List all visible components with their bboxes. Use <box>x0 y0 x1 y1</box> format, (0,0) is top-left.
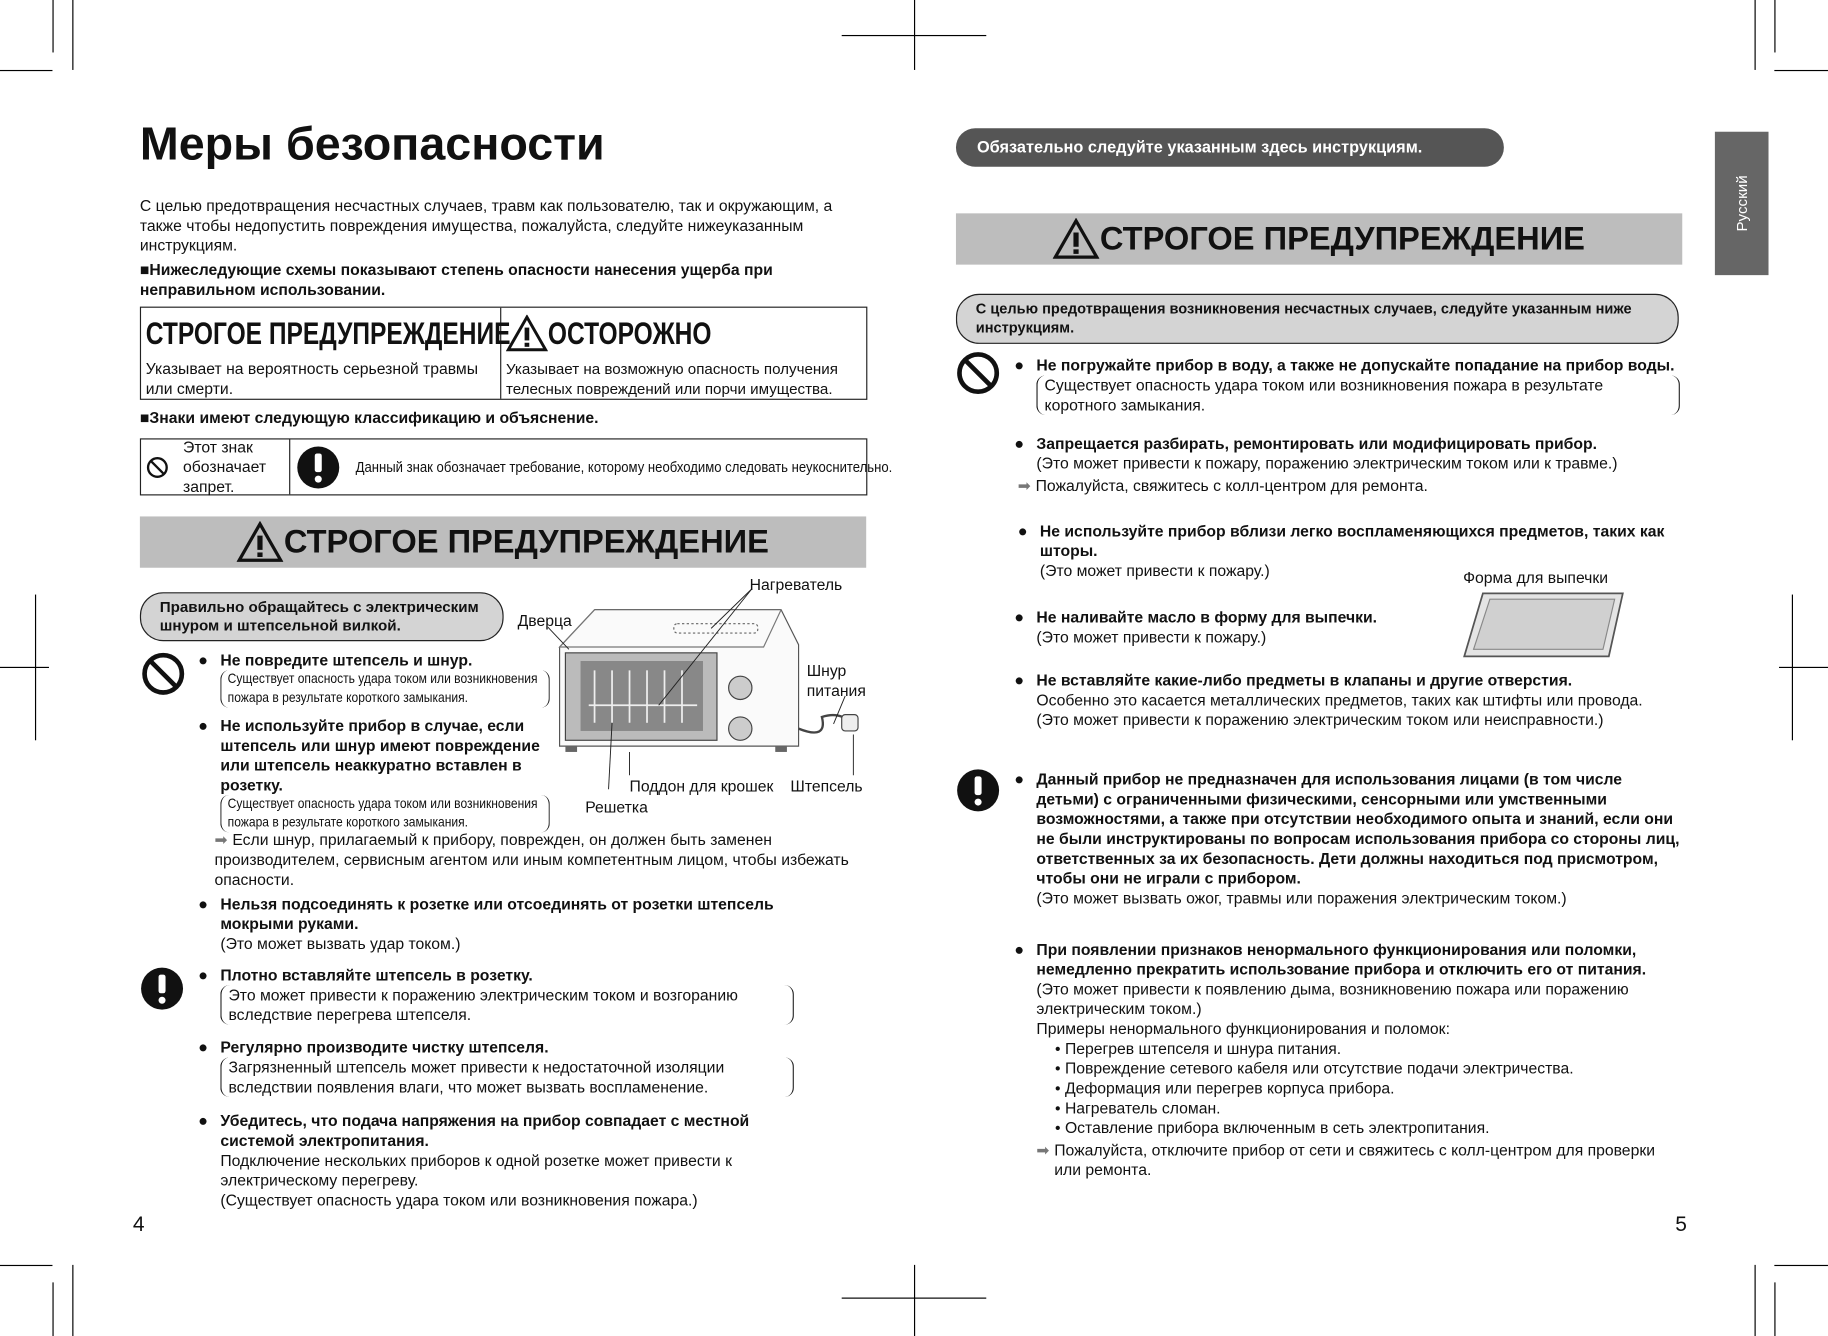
item-note: (Это может привести к поражению электрическим током или неисправности.) <box>1036 711 1604 729</box>
item-heading: ● Убедитесь, что подача напряжения на прибор совпадает с местной системой электропитания. <box>220 1111 815 1151</box>
prohibition-icon <box>955 350 1002 397</box>
warning-triangle-icon <box>506 315 548 352</box>
intro-text: С целью предотвращения несчастных случаев, травм как пользователю, так и окружающим, а также чтобы недопустить повреждения имущества, пожалуйста, следуйте нижеуказанным инструкциям. <box>139 197 833 255</box>
prevention-pill: С целью предотвращения возникновения несчастных случаев, следуйте указанным ниже инструкциям. <box>956 294 1679 344</box>
crop-mark <box>914 1265 915 1336</box>
item-heading: ● Не погружайте прибор в воду, а также не допускайте попадание на прибор воды. <box>1036 356 1689 376</box>
item-note: Загрязненный штепсель может привести к недостаточной изоляции вследствии появления влаги, что может вызвать воспламенение. <box>220 1057 794 1097</box>
examples-title: Примеры ненормального функционирования и поломок: <box>1036 1020 1450 1038</box>
example-text: Повреждение сетевого кабеля или отсутствие подачи электричества. <box>1064 1059 1574 1078</box>
example-item: • Перегрев штепселя и шнура питания. <box>1055 1039 1342 1058</box>
signs-table <box>140 438 893 496</box>
schemes-heading: ■Нижеследующие схемы показывают степень опасности нанесения ущерба при неправильном использовании. <box>139 261 773 299</box>
example-text: Оставление прибора включенным в сеть электропитания. <box>1064 1119 1490 1137</box>
prohibition-icon <box>140 651 187 698</box>
warning-banner <box>956 213 1682 264</box>
item-heading: ● Не наливайте масло в форму для выпечки. <box>1036 607 1456 627</box>
follow-instructions-pill: Обязательно следуйте указанным здесь инструкциям. <box>956 128 1504 166</box>
examples-list <box>1036 1039 1684 1138</box>
item-heading: ● Не вставляйте какие-либо предметы в клапаны и другие отверстия. <box>1036 670 1689 690</box>
level-caution <box>501 308 866 399</box>
language-tab-label: Русский <box>1732 175 1751 232</box>
arrow-text: Пожалуйста, свяжитесь с колл-центром для ремонта. <box>1035 476 1428 495</box>
arrow-icon: ➡ <box>214 831 228 849</box>
example-item: • Деформация или перегрев корпуса прибора. <box>1055 1079 1395 1098</box>
crop-mark <box>72 0 73 70</box>
label-tray: Поддон для крошек <box>629 777 774 796</box>
crop-mark <box>0 1265 52 1266</box>
sign-prohibition <box>141 440 290 495</box>
page-title: Меры безопасности <box>139 118 605 171</box>
list-item <box>220 1111 815 1210</box>
banner-title: СТРОГОЕ ПРЕДУПРЕЖДЕНИЕ <box>283 523 769 560</box>
item-note: (Это может вызвать удар током.) <box>220 934 461 953</box>
crop-mark <box>1774 1265 1828 1266</box>
baking-tray-illustration <box>1460 589 1629 661</box>
baking-tray-label: Форма для выпечки <box>1463 568 1609 587</box>
list-item <box>220 894 850 953</box>
item-note: Подключение нескольких приборов к одной розетке может привести к электрическому перегреву. <box>220 1151 732 1190</box>
list-item <box>220 716 558 833</box>
list-item <box>220 651 558 708</box>
crop-mark <box>0 667 49 668</box>
item-heading: ● Запрещается разбирать, ремонтировать или модифицировать прибор. <box>1036 434 1689 454</box>
crop-mark <box>52 0 53 52</box>
crop-mark <box>52 1282 53 1336</box>
item-note: (Существует опасность удара током или возникновения пожара.) <box>220 1191 698 1209</box>
arrow-text: Если шнур, прилагаемый к прибору, поврежден, он должен быть заменен производителем, сервисным агентом или иным компетентным лицом, чтобы избежать опасности. <box>214 831 849 889</box>
warning-banner <box>140 516 866 567</box>
arrow-icon: ➡ <box>1017 476 1031 495</box>
item-note: Это может привести к поражению электрическим током и возгоранию вследствие перегрева штепселя. <box>220 985 794 1025</box>
item-heading: ● При появлении признаков ненормального функционирования или поломки, немедленно прекратить использование прибора и отключить его от питания. <box>1036 940 1684 980</box>
item-heading: ● Данный прибор не предназначен для использования лицами (в том числе детьми) с ограниченными физическими, сенсорными или умственными возможностями, а также при отсутствии необходимого опыта и знаний, если они не были инструктированы по вопросам использования прибора со стороны лиц, ответственных за их безопасность. Дети должны находиться под присмотром, чтобы они не играли с прибором. <box>1036 769 1684 888</box>
crop-mark <box>1774 1282 1775 1336</box>
item-heading: ● Нельзя подсоединять к розетке или отсоединять от розетки штепсель мокрыми руками. <box>220 894 850 934</box>
label-door: Дверца <box>517 612 572 630</box>
mandatory-icon <box>139 965 186 1012</box>
crop-mark <box>1774 70 1828 71</box>
list-item <box>1036 607 1456 647</box>
banner-title: СТРОГОЕ ПРЕДУПРЕЖДЕНИЕ <box>1099 220 1585 257</box>
language-tab[interactable] <box>1715 132 1769 275</box>
example-text: Перегрев штепселя и шнура питания. <box>1064 1039 1342 1058</box>
list-item <box>1036 670 1689 729</box>
signs-heading: ■Знаки имеют следующую классификацию и объяснение. <box>139 409 599 427</box>
item-note: Существует опасность удара током или возникновения пожара в результате короткого замыкания. <box>220 670 549 707</box>
example-text: Нагреватель сломан. <box>1064 1099 1221 1117</box>
item-heading: ● Не используйте прибор вблизи легко воспламеняющихся предметов, таких как шторы. <box>1040 521 1687 561</box>
item-note: (Это может привести к пожару, поражению электрическим током или к травме.) <box>1036 454 1618 473</box>
warning-triangle-icon <box>237 521 284 563</box>
arrow-note <box>1036 1140 1684 1180</box>
item-note: (Это может привести к пожару.) <box>1036 628 1267 646</box>
crop-mark <box>1774 0 1775 52</box>
label-heater: Нагреватель <box>749 575 843 594</box>
sign-desc: Данный знак обозначает требование, которому необходимо следовать неукоснительно. <box>355 458 893 476</box>
example-text: Деформация или перегрев корпуса прибора. <box>1064 1079 1395 1098</box>
arrow-text: Пожалуйста, отключите прибор от сети и свяжитесь с колл-центром для проверки или ремонта. <box>1054 1141 1655 1179</box>
level-desc: Указывает на вероятность серьезной травмы или смерти. <box>145 360 479 398</box>
list-item <box>1017 434 1689 496</box>
level-warning <box>141 308 511 399</box>
prohibition-icon <box>146 444 169 491</box>
mandatory-icon <box>955 767 1002 814</box>
arrow-note <box>215 830 880 889</box>
label-cord: Шнур питания <box>806 662 866 700</box>
level-title: СТРОГОЕ ПРЕДУПРЕЖДЕНИЕ <box>145 315 511 351</box>
item-note: (Это может привести к появлению дыма, возникновению пожара или поражению электрическим током.) <box>1036 980 1629 1018</box>
label-plug: Штепсель <box>790 777 863 796</box>
arrow-icon: ➡ <box>1036 1141 1050 1159</box>
item-note: Существует опасность удара током или возникновения пожара в результате короткого замыкания. <box>220 795 549 832</box>
item-note: Существует опасность удара током или возникновения пожара в результате коротного замыкания. <box>1036 375 1680 415</box>
example-item: • Повреждение сетевого кабеля или отсутствие подачи электричества. <box>1055 1059 1574 1078</box>
mandatory-icon <box>295 444 342 491</box>
item-heading: ● Плотно вставляйте штепсель в розетку. <box>220 965 803 985</box>
page-number: 4 <box>132 1212 145 1236</box>
cord-handling-pill: Правильно обращайтесь с электрическим шнуром и штепсельной вилкой. <box>140 592 504 641</box>
level-desc: Указывает на возможную опасность получения телесных повреждений или порчи имущества. <box>505 360 838 398</box>
crop-mark <box>72 1265 73 1336</box>
warning-triangle-icon <box>1053 218 1100 260</box>
crop-mark <box>842 35 987 36</box>
example-item: • Оставление прибора включенным в сеть электропитания. <box>1055 1119 1490 1137</box>
list-item <box>220 965 803 1024</box>
danger-levels-table <box>140 307 867 400</box>
item-note: (Это может вызвать ожог, травмы или поражения электрическим током.) <box>1036 889 1567 907</box>
item-note: Особенно это касается металлических предметов, таких как штифты или провода. <box>1036 691 1643 709</box>
sign-desc: Этот знак обозначает запрет. <box>183 438 267 496</box>
sign-mandatory <box>291 440 953 495</box>
item-heading: ● Регулярно производите чистку штепселя. <box>220 1038 803 1058</box>
item-note: (Это может привести к пожару.) <box>1039 561 1270 580</box>
list-item <box>1036 940 1684 1180</box>
list-item <box>1036 356 1689 415</box>
label-rack: Решетка <box>585 798 648 817</box>
crop-mark <box>842 1298 987 1299</box>
list-item <box>220 1038 803 1097</box>
page-number: 5 <box>1675 1212 1687 1236</box>
level-title: ОСТОРОЖНО <box>547 315 712 351</box>
item-heading: ● Не используйте прибор в случае, если штепсель или шнур имеют повреждение или штепсель неаккуратно вставлен в розетку. <box>220 716 558 795</box>
crop-mark <box>1755 0 1756 70</box>
item-heading: ● Не повредите штепсель и шнур. <box>220 651 558 671</box>
crop-mark <box>1755 1265 1756 1336</box>
crop-mark <box>1779 667 1828 668</box>
example-item: • Нагреватель сломан. <box>1055 1099 1221 1117</box>
list-item <box>1036 769 1684 908</box>
crop-mark <box>0 70 52 71</box>
